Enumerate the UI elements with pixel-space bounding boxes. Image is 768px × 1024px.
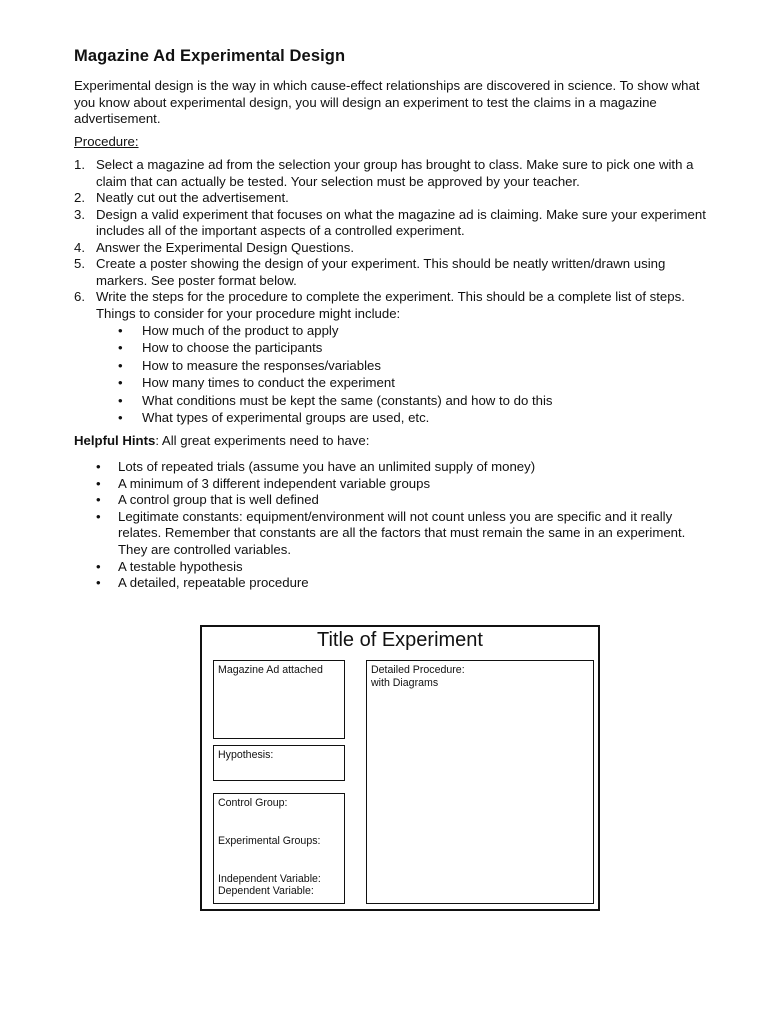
step-item: [74, 190, 714, 207]
bullet-icon: •: [96, 575, 101, 591]
step-item: [74, 240, 714, 257]
step-number: 4.: [74, 239, 85, 255]
hint-text: Legitimate constants: equipment/environment will not count unless you are specific and it really relates. Remember that constants are all the factors that must remain the same in an experiment. They are controlled variables.: [118, 508, 686, 557]
procedure-heading: Procedure:: [74, 134, 139, 149]
bullet-icon: •: [118, 323, 123, 338]
bullet-icon: •: [96, 508, 101, 524]
step-text: Design a valid experiment that focuses on what the magazine ad is claiming. Make sure your experiment includes all of the important aspects of a controlled experiment.: [96, 206, 706, 238]
helpful-hints-label: Helpful Hints: [74, 433, 156, 448]
procedure-sublabel: with Diagrams: [371, 676, 439, 689]
step-item: [74, 207, 714, 240]
hint-text: A detailed, repeatable procedure: [118, 575, 309, 591]
list-item: [118, 392, 714, 409]
bullet-icon: •: [118, 392, 123, 408]
step-text: Select a magazine ad from the selection your group has brought to class. Make sure to pick one with a claim that can actually be tested. Your selection must be approved by your teacher.: [96, 157, 694, 189]
magazine-ad-box: [213, 660, 345, 739]
step-item: [74, 289, 714, 426]
bullet-icon: •: [118, 410, 123, 426]
experimental-groups-label: Experimental Groups:: [218, 835, 321, 847]
step-text: Answer the Experimental Design Questions.: [96, 239, 355, 255]
step-number: 2.: [74, 190, 85, 205]
poster-title: Title of Experiment: [317, 629, 483, 651]
bullet-text: What conditions must be kept the same (constants) and how to do this: [142, 392, 553, 408]
step-number: 3.: [74, 206, 85, 222]
poster-format: [200, 625, 600, 911]
bullet-text: How many times to conduct the experiment: [142, 375, 395, 391]
step-number: 6.: [74, 289, 85, 304]
step-item: [74, 157, 714, 190]
list-item: [96, 492, 708, 509]
bullet-icon: •: [96, 492, 101, 508]
bullet-text: What types of experimental groups are used, etc.: [142, 410, 430, 426]
hints-list: [96, 459, 708, 592]
list-item: [96, 509, 708, 559]
list-item: [118, 339, 714, 356]
helpful-hints-text: : All great experiments need to have:: [155, 433, 370, 448]
hypothesis-label: Hypothesis:: [218, 749, 274, 761]
list-item: [96, 575, 708, 592]
control-group-label: Control Group:: [218, 797, 288, 809]
bullet-text: How much of the product to apply: [142, 323, 339, 338]
hint-text: Lots of repeated trials (assume you have an unlimited supply of money): [118, 459, 536, 474]
step-number: 1.: [74, 157, 85, 172]
list-item: [96, 559, 708, 576]
bullet-text: How to choose the participants: [142, 340, 323, 356]
procedure-steps: [74, 157, 714, 426]
list-item: [118, 322, 714, 339]
bullet-icon: •: [96, 475, 101, 491]
groups-box: [213, 793, 345, 904]
bullet-text: How to measure the responses/variables: [142, 357, 381, 373]
bullet-icon: •: [118, 375, 123, 391]
procedure-box: [366, 660, 594, 904]
list-item: [118, 374, 714, 391]
page-title: Magazine Ad Experimental Design: [74, 47, 346, 65]
procedure-label: Detailed Procedure:: [371, 664, 465, 676]
list-item: [96, 476, 708, 493]
step6-bullet-list: [96, 322, 714, 426]
step-item: [74, 256, 714, 289]
list-item: [96, 459, 708, 476]
step-number: 5.: [74, 256, 85, 271]
list-item: [118, 357, 714, 374]
magazine-ad-label: Magazine Ad attached: [218, 664, 323, 676]
independent-variable-label: Independent Variable:: [218, 873, 321, 885]
list-item: [118, 409, 714, 426]
bullet-icon: •: [118, 340, 123, 356]
dependent-variable-label: Dependent Variable:: [218, 885, 314, 897]
helpful-hints-line: [74, 433, 369, 448]
intro-paragraph: Experimental design is the way in which cause-effect relationships are discovered in science. To show what you know about experimental design, you will design an experiment to test the claims in a magazine advertisement.: [74, 78, 700, 126]
step-text: Create a poster showing the design of your experiment. This should be neatly written/drawn using markers. See poster format below.: [96, 256, 666, 288]
step-text: Write the steps for the procedure to complete the experiment. This should be a complete list of steps. Things to consider for your procedure might include:: [96, 289, 685, 321]
hypothesis-box: [213, 745, 345, 781]
step-text: Neatly cut out the advertisement.: [96, 190, 289, 205]
hint-text: A minimum of 3 different independent variable groups: [118, 475, 431, 491]
bullet-icon: •: [96, 558, 101, 574]
hint-text: A control group that is well defined: [118, 492, 319, 508]
bullet-icon: •: [96, 459, 101, 474]
bullet-icon: •: [118, 357, 123, 373]
hint-text: A testable hypothesis: [118, 558, 243, 574]
